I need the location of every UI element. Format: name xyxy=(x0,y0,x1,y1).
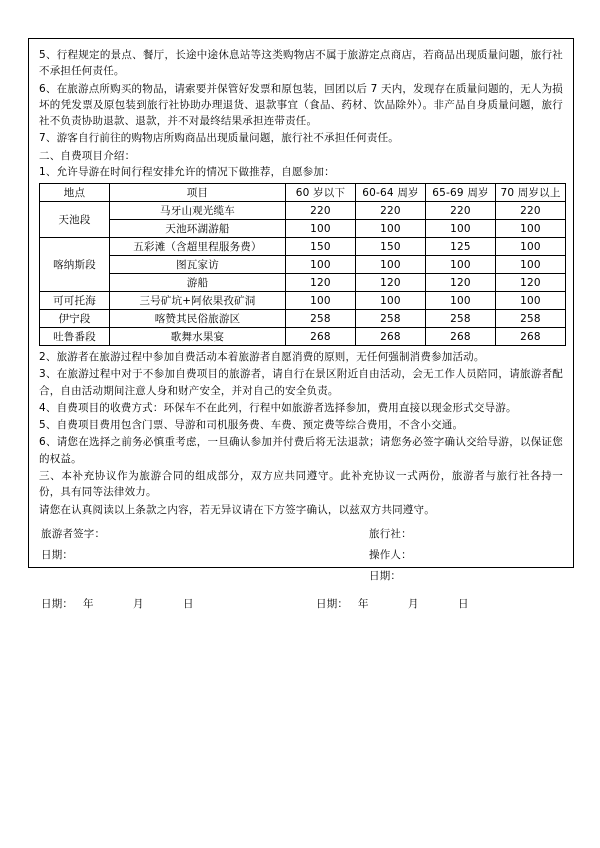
cell-price: 150 xyxy=(356,238,426,256)
cell-place-keketuohai: 可可托海 xyxy=(40,292,110,310)
cell-item: 游船 xyxy=(110,274,286,292)
cell-price: 100 xyxy=(356,256,426,274)
date-right xyxy=(316,596,469,611)
cell-place-kanas: 喀纳斯段 xyxy=(40,238,110,292)
cell-price: 220 xyxy=(356,202,426,220)
table-row xyxy=(40,220,566,238)
cell-item: 喀赞其民俗旅游区 xyxy=(110,310,286,328)
clause-self-5: 5、自费项目费用包含门票、导游和司机服务费、车费、预定费等综合费用，不含小交通。 xyxy=(39,419,464,432)
clause-7: 7、游客自行前往的购物店所购商品出现质量问题，旅行社不承担任何责任。 xyxy=(39,132,399,145)
cell-item: 歌舞水果宴 xyxy=(110,328,286,346)
date-left xyxy=(41,596,194,611)
th-over-70: 70 周岁以上 xyxy=(496,184,566,202)
cell-price: 120 xyxy=(356,274,426,292)
clause-self-4: 4、自费项目的收费方式：环保车不在此列，行程中如旅游者选择参加，费用直接以现金形式交导游。 xyxy=(39,401,517,414)
table-row xyxy=(40,328,566,346)
cell-price: 268 xyxy=(496,328,566,346)
clause-self-6: 6、请您在选择之前务必慎重考虑，一旦确认参加并付费后将无法退款；请您务必签字确认交给导游，以保证您的权益。 xyxy=(39,436,563,465)
cell-price: 220 xyxy=(496,202,566,220)
cell-item: 天池环湖游船 xyxy=(110,220,286,238)
cell-price: 100 xyxy=(356,220,426,238)
section-intro-self-paid: 1、允许导游在时间行程安排允许的情况下做推荐，自愿参加： xyxy=(39,165,335,178)
date-left-month: 月 xyxy=(133,597,144,610)
table-row xyxy=(40,238,566,256)
cell-place-tulufan: 吐鲁番段 xyxy=(40,328,110,346)
date-right-day: 日 xyxy=(458,597,469,610)
cell-price: 100 xyxy=(426,256,496,274)
clause-self-3: 3、在旅游过程中对于不参加自费项目的旅游者，请自行在景区附近自由活动，会无工作人员陪同，请旅游者配合，自由活动期间注意人身和财产安全，并对自己的安全负责。 xyxy=(39,368,563,397)
cell-price: 220 xyxy=(286,202,356,220)
cell-price: 258 xyxy=(356,310,426,328)
cell-price: 268 xyxy=(426,328,496,346)
cell-price: 258 xyxy=(496,310,566,328)
th-65-69: 65-69 周岁 xyxy=(426,184,496,202)
cell-place-tianchi: 天池段 xyxy=(40,202,110,238)
date-right-label: 日期： xyxy=(316,597,349,610)
agency-date-label[interactable]: 日期： xyxy=(369,569,402,582)
date-left-label: 日期： xyxy=(41,597,74,610)
cell-item: 图瓦家访 xyxy=(110,256,286,274)
date-left-year: 年 xyxy=(83,597,94,610)
table-row xyxy=(40,202,566,220)
date-right-year: 年 xyxy=(358,597,369,610)
traveler-signature-label[interactable]: 旅游者签字： xyxy=(41,527,106,540)
cell-place-yining: 伊宁段 xyxy=(40,310,110,328)
cell-price: 268 xyxy=(356,328,426,346)
cell-price: 120 xyxy=(286,274,356,292)
operator-label[interactable]: 操作人： xyxy=(369,548,412,561)
table-row xyxy=(40,274,566,292)
cell-price: 268 xyxy=(286,328,356,346)
cell-price: 125 xyxy=(426,238,496,256)
th-place: 地点 xyxy=(40,184,110,202)
cell-price: 100 xyxy=(426,220,496,238)
signature-left xyxy=(41,524,105,566)
date-left-day: 日 xyxy=(183,597,194,610)
cell-price: 120 xyxy=(496,274,566,292)
cell-price: 100 xyxy=(356,292,426,310)
contract-frame xyxy=(28,38,574,610)
cell-price: 220 xyxy=(426,202,496,220)
cell-price: 100 xyxy=(286,256,356,274)
clause-5: 5、行程规定的景点、餐厅，长途中途休息站等这类购物店不属于旅游定点商店，若商品出现质量问题，旅行社不承担任何责任。 xyxy=(39,49,563,78)
cell-price: 100 xyxy=(496,238,566,256)
cell-price: 258 xyxy=(286,310,356,328)
cell-item: 马牙山观光缆车 xyxy=(110,202,286,220)
clause-6: 6、在旅游点所购买的物品，请索要并保管好发票和原包装，回团以后 7 天内，发现存在质量问题的，无人为损坏的凭发票及原包装到旅行社协助办理退货、退款事宜（食品、药材、饮品除外）。非产品自身质量问题，旅行社不负责协助退款、退款，并不对最终结果承担连带责任。 xyxy=(39,82,563,128)
clause-confirm-note: 请您在认真阅读以上条款之内容，若无异议请在下方签字确认，以兹双方共同遵守。 xyxy=(39,503,435,516)
cell-price: 100 xyxy=(496,292,566,310)
clause-section-three: 三、本补充协议作为旅游合同的组成部分，双方应共同遵守。此补充协议一式两份，旅游者与旅行社各持一份，具有同等法律效力。 xyxy=(39,469,563,499)
cell-price: 100 xyxy=(286,220,356,238)
th-60-64: 60-64 周岁 xyxy=(356,184,426,202)
cell-price: 150 xyxy=(286,238,356,256)
cell-price: 258 xyxy=(426,310,496,328)
table-row xyxy=(40,292,566,310)
table-row xyxy=(40,256,566,274)
cell-item: 五彩滩（含超里程服务费） xyxy=(110,238,286,256)
cell-price: 100 xyxy=(426,292,496,310)
signature-block xyxy=(39,524,563,620)
cell-price: 100 xyxy=(496,256,566,274)
traveler-date-label[interactable]: 日期： xyxy=(41,548,74,561)
section-title-self-paid: 二、自费项目介绍： xyxy=(39,149,136,162)
agency-label[interactable]: 旅行社： xyxy=(369,527,412,540)
th-item: 项目 xyxy=(110,184,286,202)
th-under-60: 60 岁以下 xyxy=(286,184,356,202)
cell-price: 100 xyxy=(496,220,566,238)
cell-price: 120 xyxy=(426,274,496,292)
cell-price: 100 xyxy=(286,292,356,310)
table-row xyxy=(40,310,566,328)
date-right-month: 月 xyxy=(408,597,419,610)
cell-item: 三号矿坑+阿依果孜矿洞 xyxy=(110,292,286,310)
table-header-row xyxy=(40,184,566,202)
self-paid-fee-table xyxy=(39,183,566,346)
signature-right xyxy=(369,524,412,587)
clause-self-2: 2、旅游者在旅游过程中参加自费活动本着旅游者自愿消费的原则，无任何强制消费参加活动。 xyxy=(39,351,485,364)
